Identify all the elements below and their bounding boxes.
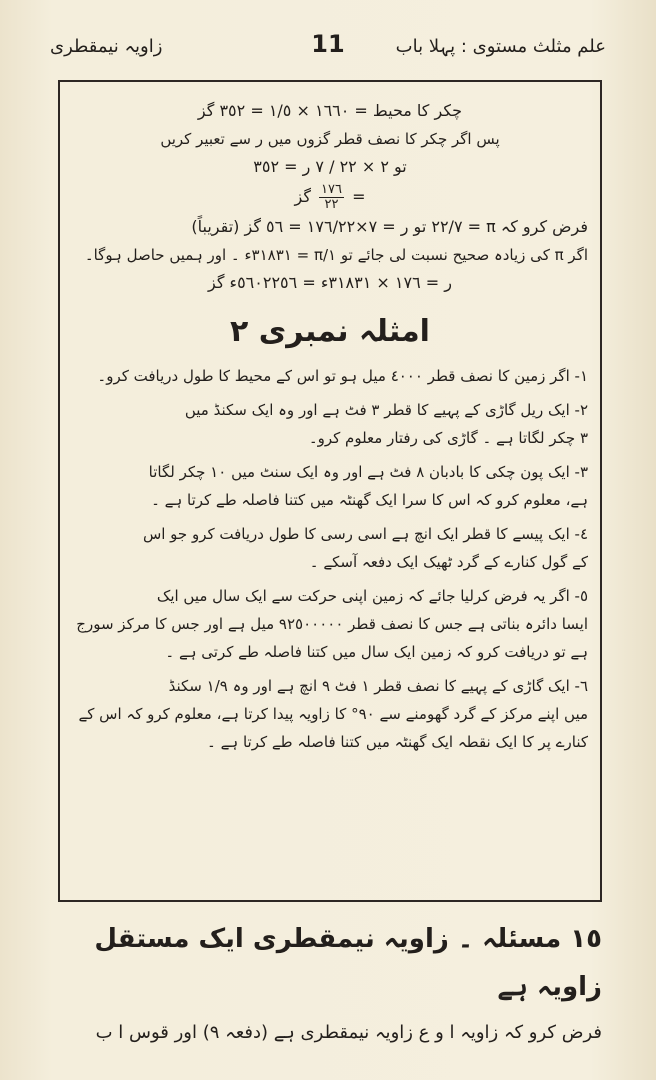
page-header xyxy=(40,30,616,70)
radius-equation: تو ٢ × ٢٢ / ٧ ر = ٣٥٢ xyxy=(253,157,407,176)
example-line: ٥- اگر یہ فرض کرلیا جائے کہ زمین اپنی حرکت سے ایک سال میں ایک xyxy=(156,587,588,605)
example-line: ٣- ایک پون چکی کا بادبان ٨ فٹ ہے اور وہ ایک سنٹ میں ١٠ چکر لگاتا xyxy=(148,463,588,481)
example-line: ٤- ایک پیسے کا قطر ایک انچ ہے اسی رسی کا طول دریافت کرو جو اس xyxy=(142,525,588,543)
theorem-section xyxy=(58,915,602,1055)
example-line: میں اپنے مرکز کے گرد گھومنے سے ٩٠° کا زاویہ پیدا کرتا ہے، معلوم کرو کہ اس کے xyxy=(78,705,588,723)
example-line: کے گول کنارے کے گرد ٹھیک ایک دفعہ آسکے ۔ xyxy=(309,553,588,571)
chapter-topic: زاویہ نیمقطری xyxy=(50,36,163,57)
unit-label: گز xyxy=(294,187,311,206)
theorem-heading: ١٥ مسئلہ ۔ زاویہ نیمقطری ایک مستقل زاویہ ہے xyxy=(94,924,602,1002)
precise-radius-line: ر = ١٧٦ × ٣١٨٣١ء = ٥٦٠٢٢٥٦ء گز xyxy=(208,273,452,292)
equals-sign: = xyxy=(352,187,366,206)
example-5 xyxy=(72,582,588,666)
radius-fraction-line xyxy=(72,182,588,212)
example-3 xyxy=(72,458,588,514)
example-line: ایسا دائرہ بناتی ہے جس کا نصف قطر ٩٢٥٠٠٠٠٠ میل ہے اور جس کا مرکز سورج xyxy=(76,615,588,633)
content-frame xyxy=(58,80,602,902)
example-2 xyxy=(72,396,588,452)
example-line: ٢- ایک ریل گاڑی کے پہیے کا قطر ٣ فٹ ہے اور وہ ایک سکنڈ میں xyxy=(184,401,588,419)
running-title: علم مثلث مستوی : پہلا باب xyxy=(395,36,606,57)
section-title: امثلہ نمبری ٢ xyxy=(230,314,430,349)
example-line: ہے، معلوم کرو کہ اس کا سرا ایک گھنٹہ میں کتنا فاصلہ طے کرتا ہے ۔ xyxy=(151,491,588,509)
pi-approx-line: فرض کرو کہ π = ٢٢/٧ تو ر = ٧×١٧٦/٢٢ = ٥٦ گز (تقریباً) xyxy=(191,217,588,236)
example-line: ١- اگر زمین کا نصف قطر ٤٠٠٠ میل ہو تو اس کے محیط کا طول دریافت کرو۔ xyxy=(97,367,588,385)
radius-statement: پس اگر چکر کا نصف قطر گزوں میں ر سے تعبیر کریں xyxy=(160,130,500,148)
example-line: کنارے پر کا ایک نقطہ ایک گھنٹہ میں کتنا فاصلہ طے کرتا ہے ۔ xyxy=(207,733,588,751)
fraction-numerator: ١٧٦ xyxy=(321,182,342,197)
example-line: ٣ چکر لگاتا ہے ۔ گاڑی کی رفتار معلوم کرو۔ xyxy=(308,429,588,447)
theorem-text: فرض کرو کہ زاویہ ا و ع زاویہ نیمقطری ہے (دفعہ ٩) اور قوس ا ب xyxy=(95,1022,602,1043)
precise-pi-line: اگر π کی زیادہ صحیح نسبت لی جائے تو ١/π = ٣١٨٣١ء ۔ اور ہمیں حاصل ہوگا۔ xyxy=(84,246,588,264)
example-line: ہے تو دریافت کرو کہ زمین ایک سال میں کتنا فاصلہ طے کرتی ہے ۔ xyxy=(165,643,588,661)
fraction xyxy=(319,183,344,212)
example-6 xyxy=(72,672,588,756)
page-number: 11 xyxy=(311,30,345,58)
example-line: ٦- ایک گاڑی کے پہیے کا نصف قطر ١ فٹ ٩ انچ ہے اور وہ ١/٩ سکنڈ xyxy=(168,677,588,695)
example-1 xyxy=(72,362,588,390)
fraction-denominator: ٢٢ xyxy=(324,197,339,212)
example-4 xyxy=(72,520,588,576)
circumference-equation: چکر کا محیط = ١٦٦٠ × ١/٥ = ٣٥٢ گز xyxy=(197,101,463,120)
